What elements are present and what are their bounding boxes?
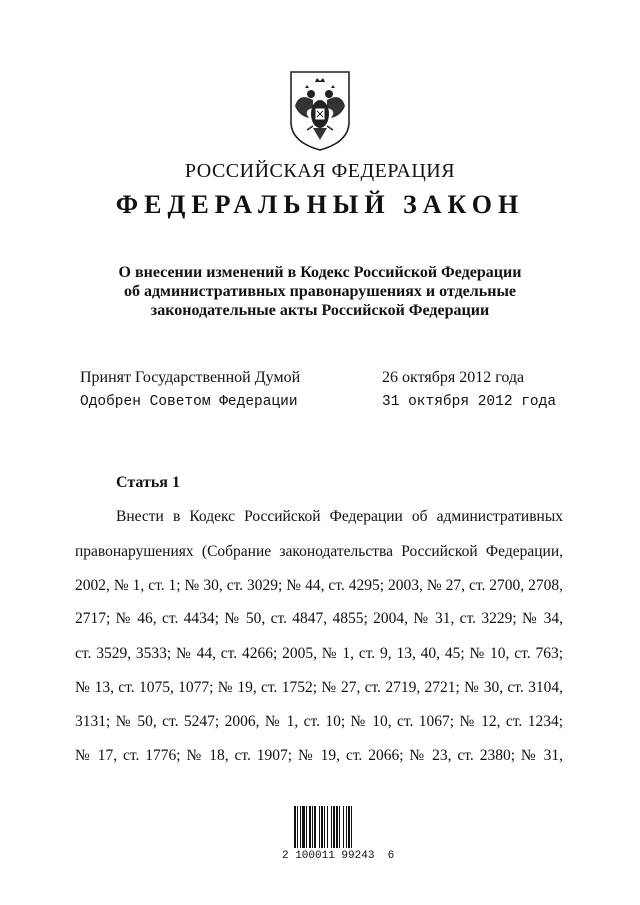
article-text-line: правонарушениях (Собрание законодательства Российской Федерации,: [75, 543, 563, 560]
article-text-line: ст. 3529, 3533; № 44, ст. 4266; 2005, № 1, ст. 9, 13, 40, 45; № 10, ст. 763;: [75, 645, 563, 662]
adoption-date: 31 октября 2012 года: [382, 394, 557, 410]
barcode-number: 2 100011 99243 6: [282, 850, 395, 862]
coat-of-arms-emblem: [289, 70, 351, 152]
law-title-line: О внесении изменений в Кодекс Российской Федерации: [118, 264, 522, 281]
document-type: ФЕДЕРАЛЬНЫЙ ЗАКОН: [115, 190, 525, 219]
adoption-date: 26 октября 2012 года: [382, 369, 525, 386]
adoption-row-duma: [80, 369, 560, 391]
adoption-label: Одобрен Советом Федерации: [80, 394, 298, 410]
article-text-line: 2002, № 1, ст. 1; № 30, ст. 3029; № 44, ст. 4295; 2003, № 27, ст. 2700, 2708,: [75, 577, 563, 594]
law-title-line: законодательные акты Российской Федерации: [150, 302, 490, 319]
article-text-line: № 13, ст. 1075, 1077; № 19, ст. 1752; № 27, ст. 2719, 2721; № 30, ст. 3104,: [75, 679, 563, 696]
adoption-label: Принят Государственной Думой: [80, 369, 301, 386]
law-title: [0, 263, 640, 320]
article-heading: Статья 1: [116, 474, 180, 491]
article-text-line: Внести в Кодекс Российской Федерации об административных: [116, 508, 563, 525]
law-title-line: об административных правонарушениях и отдельные: [123, 283, 517, 300]
article-text-line: № 17, ст. 1776; № 18, ст. 1907; № 19, ст. 2066; № 23, ст. 2380; № 31,: [75, 747, 563, 764]
country-name: РОССИЙСКАЯ ФЕДЕРАЦИЯ: [184, 160, 456, 182]
article-text-line: 2717; № 46, ст. 4434; № 50, ст. 4847, 4855; 2004, № 31, ст. 3229; № 34,: [75, 610, 563, 627]
adoption-row-council: [80, 394, 560, 416]
article-text-line: 3131; № 50, ст. 5247; 2006, № 1, ст. 10; № 10, ст. 1067; № 12, ст. 1234;: [75, 713, 563, 730]
